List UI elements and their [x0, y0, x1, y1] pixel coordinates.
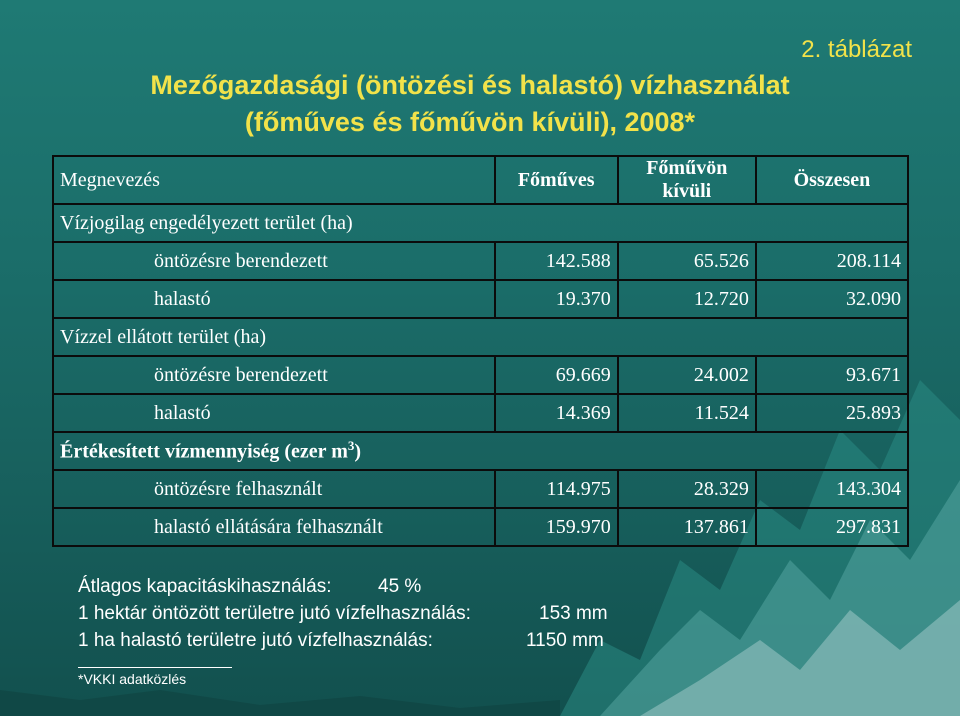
note-fishpond-usage	[78, 627, 604, 654]
section-title: Vízjogilag engedélyezett terület (ha)	[53, 204, 908, 242]
cell-fomuves: 114.975	[495, 470, 618, 508]
row-label: halastó	[53, 394, 495, 432]
cell-fomuves: 142.588	[495, 242, 618, 280]
table-row	[53, 280, 908, 318]
note-label: 1 ha halastó területre jutó vízfelhasználás:	[78, 630, 433, 651]
table-row	[53, 242, 908, 280]
cell-osszesen: 208.114	[756, 242, 908, 280]
note-label: 1 hektár öntözött területre jutó vízfelhasználás:	[78, 603, 471, 624]
table-row	[53, 470, 908, 508]
section-row	[53, 318, 908, 356]
section-row	[53, 204, 908, 242]
table-header-row	[53, 156, 908, 204]
note-value: 1150 mm	[526, 630, 604, 651]
header-name: Megnevezés	[53, 156, 495, 204]
table-number-label: 2. táblázat	[801, 36, 912, 63]
row-label: öntözésre berendezett	[53, 356, 495, 394]
cell-fomuves: 19.370	[495, 280, 618, 318]
note-capacity	[78, 573, 471, 600]
header-col2-line2: kívüli	[662, 180, 712, 202]
table-row	[53, 356, 908, 394]
section-title	[53, 432, 908, 470]
section-row	[53, 432, 908, 470]
page-subtitle: (főműves és főművön kívüli), 2008*	[244, 107, 696, 137]
cell-fomuvon-kivuli: 65.526	[618, 242, 756, 280]
cell-osszesen: 32.090	[756, 280, 908, 318]
cell-fomuvon-kivuli: 11.524	[618, 394, 756, 432]
row-label: öntözésre berendezett	[53, 242, 495, 280]
note-irrigation-usage	[78, 600, 608, 627]
water-usage-table	[52, 155, 909, 547]
table-row	[53, 394, 908, 432]
header-col-fomuves	[495, 156, 618, 204]
cell-fomuves: 14.369	[495, 394, 618, 432]
cell-osszesen: 93.671	[756, 356, 908, 394]
page-title: Mezőgazdasági (öntözési és halastó) vízhasználat	[150, 70, 790, 100]
cell-osszesen: 143.304	[756, 470, 908, 508]
section-title-end: )	[354, 440, 362, 463]
table-row	[53, 508, 908, 546]
footnote-divider	[78, 667, 232, 668]
note-value: 45 %	[378, 576, 422, 597]
cell-fomuves: 159.970	[495, 508, 618, 546]
row-label: halastó	[53, 280, 495, 318]
header-col-fomuvon-kivuli	[618, 156, 756, 204]
cell-fomuves: 69.669	[495, 356, 618, 394]
header-col2-line1: Főművön	[646, 157, 728, 179]
cell-osszesen: 25.893	[756, 394, 908, 432]
note-label: Átlagos kapacitáskihasználás:	[78, 576, 332, 597]
section-title: Vízzel ellátott terület (ha)	[53, 318, 908, 356]
header-col1-label: Főműves	[517, 168, 595, 191]
row-label: halastó ellátására felhasznált	[53, 508, 495, 546]
notes-block	[78, 573, 608, 654]
section-title-superscript: 3	[347, 438, 355, 454]
cell-osszesen: 297.831	[756, 508, 908, 546]
header-col-osszesen	[756, 156, 908, 204]
cell-fomuvon-kivuli: 28.329	[618, 470, 756, 508]
cell-fomuvon-kivuli: 24.002	[618, 356, 756, 394]
footnote: *VKKI adatközlés	[78, 671, 187, 687]
section-title-text: Értékesített vízmennyiség (ezer m	[60, 440, 348, 463]
cell-fomuvon-kivuli: 137.861	[618, 508, 756, 546]
row-label: öntözésre felhasznált	[53, 470, 495, 508]
cell-fomuvon-kivuli: 12.720	[618, 280, 756, 318]
note-value: 153 mm	[539, 603, 608, 624]
header-col3-label: Összesen	[793, 168, 871, 191]
